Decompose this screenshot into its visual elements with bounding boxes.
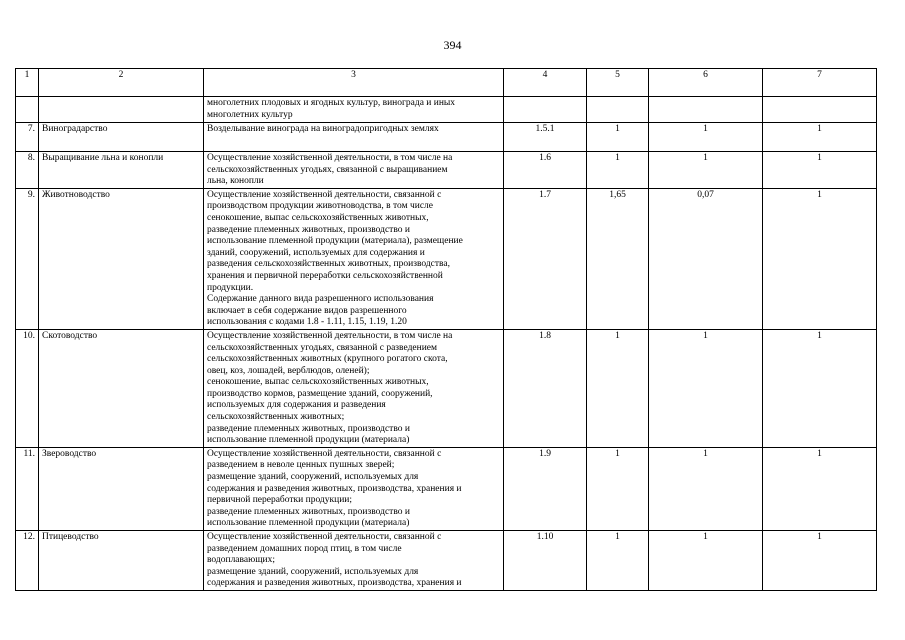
empty-cell xyxy=(39,97,204,123)
coefficient-7: 1 xyxy=(763,329,877,447)
table-row xyxy=(16,447,877,530)
empty-cell xyxy=(587,97,649,123)
coefficient-5: 1 xyxy=(587,531,649,591)
coefficient-6: 1 xyxy=(649,123,763,152)
description-line: Возделывание винограда на виноградопригодных землях xyxy=(207,124,439,134)
description-line: сельскохозяйственных животных; xyxy=(207,412,345,423)
description-line: разведения сельскохозяйственных животных, производства, xyxy=(207,259,451,270)
description-line: содержания и разведения животных, производства, хранения и xyxy=(207,578,462,589)
description-line: разведение племенных животных, производство и xyxy=(207,423,410,434)
description-line: использования с кодами 1.8 - 1.11, 1.15, 1.19, 1.20 xyxy=(207,317,407,328)
coefficient-5: 1 xyxy=(587,123,649,152)
description-cell xyxy=(204,329,504,447)
row-number: 11. xyxy=(16,447,39,530)
empty-cell xyxy=(763,97,877,123)
column-header: 6 xyxy=(649,69,763,97)
coefficient-7: 1 xyxy=(763,531,877,591)
description-line: сельскохозяйственных угодьях, связанной с выращиванием xyxy=(207,164,448,175)
description-line: размещение зданий, сооружений, используемых для xyxy=(207,566,419,577)
description-line: многолетних культур xyxy=(207,109,293,120)
description-line: зданий, сооружений, используемых для содержания и xyxy=(207,247,425,258)
table-row xyxy=(16,188,877,329)
table-row xyxy=(16,329,877,447)
description-line: используемых для содержания и разведения xyxy=(207,400,386,411)
use-type-name: Животноводство xyxy=(39,188,204,329)
column-header: 5 xyxy=(587,69,649,97)
coefficient-5: 1 xyxy=(587,329,649,447)
use-code: 1.10 xyxy=(504,531,587,591)
empty-cell xyxy=(16,97,39,123)
column-header: 1 xyxy=(16,69,39,97)
row-number: 8. xyxy=(16,152,39,189)
description-line: сенокошение, выпас сельскохозяйственных животных, xyxy=(207,377,429,388)
description-line: овец, коз, лошадей, верблюдов, оленей); xyxy=(207,365,370,376)
description-cell xyxy=(204,152,504,189)
use-type-name: Виноградарство xyxy=(39,123,204,152)
description-line: сенокошение, выпас сельскохозяйственных животных, xyxy=(207,212,429,223)
description-line: многолетних плодовых и ягодных культур, винограда и иных xyxy=(207,98,456,108)
coefficient-5: 1 xyxy=(587,152,649,189)
description-cell xyxy=(204,531,504,591)
table-row xyxy=(16,531,877,591)
page-number: 394 xyxy=(443,38,462,52)
description-cell xyxy=(204,188,504,329)
column-header: 2 xyxy=(39,69,204,97)
coefficient-7: 1 xyxy=(763,188,877,329)
description-line: разведением домашних пород птиц, в том числе xyxy=(207,543,402,554)
column-header: 3 xyxy=(204,69,504,97)
use-code: 1.9 xyxy=(504,447,587,530)
use-code: 1.6 xyxy=(504,152,587,189)
coefficient-7: 1 xyxy=(763,152,877,189)
land-use-table xyxy=(15,68,877,591)
row-number: 9. xyxy=(16,188,39,329)
coefficient-6: 0,07 xyxy=(649,188,763,329)
row-number: 10. xyxy=(16,329,39,447)
coefficient-5: 1,65 xyxy=(587,188,649,329)
description-line: разведение племенных животных, производство и xyxy=(207,506,410,517)
coefficient-6: 1 xyxy=(649,531,763,591)
empty-cell xyxy=(649,97,763,123)
description-line: Осуществление хозяйственной деятельности, в том числе на xyxy=(207,330,453,341)
coefficient-5: 1 xyxy=(587,447,649,530)
description-line: использование племенной продукции (материала) xyxy=(207,518,410,529)
description-line: Осуществление хозяйственной деятельности, связанной с xyxy=(207,189,442,200)
description-line: размещение зданий, сооружений, используемых для xyxy=(207,472,419,483)
column-header: 7 xyxy=(763,69,877,97)
description-line: включает в себя содержание видов разрешенного xyxy=(207,305,407,316)
description-line: Осуществление хозяйственной деятельности, в том числе на xyxy=(207,153,453,163)
description-line: использование племенной продукции (материала), размещение xyxy=(207,236,463,247)
column-header: 4 xyxy=(504,69,587,97)
description-cell xyxy=(204,97,504,123)
coefficient-7: 1 xyxy=(763,447,877,530)
use-code: 1.8 xyxy=(504,329,587,447)
coefficient-6: 1 xyxy=(649,329,763,447)
description-line: сельскохозяйственных животных (крупного рогатого скота, xyxy=(207,354,448,365)
description-line: использование племенной продукции (материала) xyxy=(207,435,410,446)
continuation-row xyxy=(16,97,877,123)
table-row xyxy=(16,123,877,152)
coefficient-6: 1 xyxy=(649,152,763,189)
use-code: 1.7 xyxy=(504,188,587,329)
description-line: разведение племенных животных, производство и xyxy=(207,224,410,235)
use-type-name: Выращивание льна и конопли xyxy=(39,152,204,189)
description-line: продукции. xyxy=(207,282,254,293)
description-line: водоплавающих; xyxy=(207,555,275,566)
description-line: сельскохозяйственных угодьях, связанной с разведением xyxy=(207,342,438,353)
column-number-row xyxy=(16,69,877,97)
description-line: хранения и первичной переработки сельскохозяйственной xyxy=(207,270,443,281)
use-type-name: Скотоводство xyxy=(39,329,204,447)
use-type-name: Птицеводство xyxy=(39,531,204,591)
description-line: производство кормов, размещение зданий, сооружений, xyxy=(207,388,433,399)
description-line: Содержание данного вида разрешенного использования xyxy=(207,294,434,305)
coefficient-7: 1 xyxy=(763,123,877,152)
description-line: разведением в неволе ценных пушных зверей; xyxy=(207,460,395,471)
description-line: содержания и разведения животных, производства, хранения и xyxy=(207,483,462,494)
empty-cell xyxy=(504,97,587,123)
description-line: первичной переработки продукции; xyxy=(207,495,353,506)
table-row xyxy=(16,152,877,189)
coefficient-6: 1 xyxy=(649,447,763,530)
description-line: производством продукции животноводства, в том числе xyxy=(207,201,434,212)
description-cell xyxy=(204,447,504,530)
row-number: 12. xyxy=(16,531,39,591)
use-code: 1.5.1 xyxy=(504,123,587,152)
row-number: 7. xyxy=(16,123,39,152)
description-line: Осуществление хозяйственной деятельности, связанной с xyxy=(207,448,442,459)
description-cell xyxy=(204,123,504,152)
use-type-name: Звероводство xyxy=(39,447,204,530)
description-line: льна, конопли xyxy=(207,176,264,187)
description-line: Осуществление хозяйственной деятельности, связанной с xyxy=(207,532,442,542)
